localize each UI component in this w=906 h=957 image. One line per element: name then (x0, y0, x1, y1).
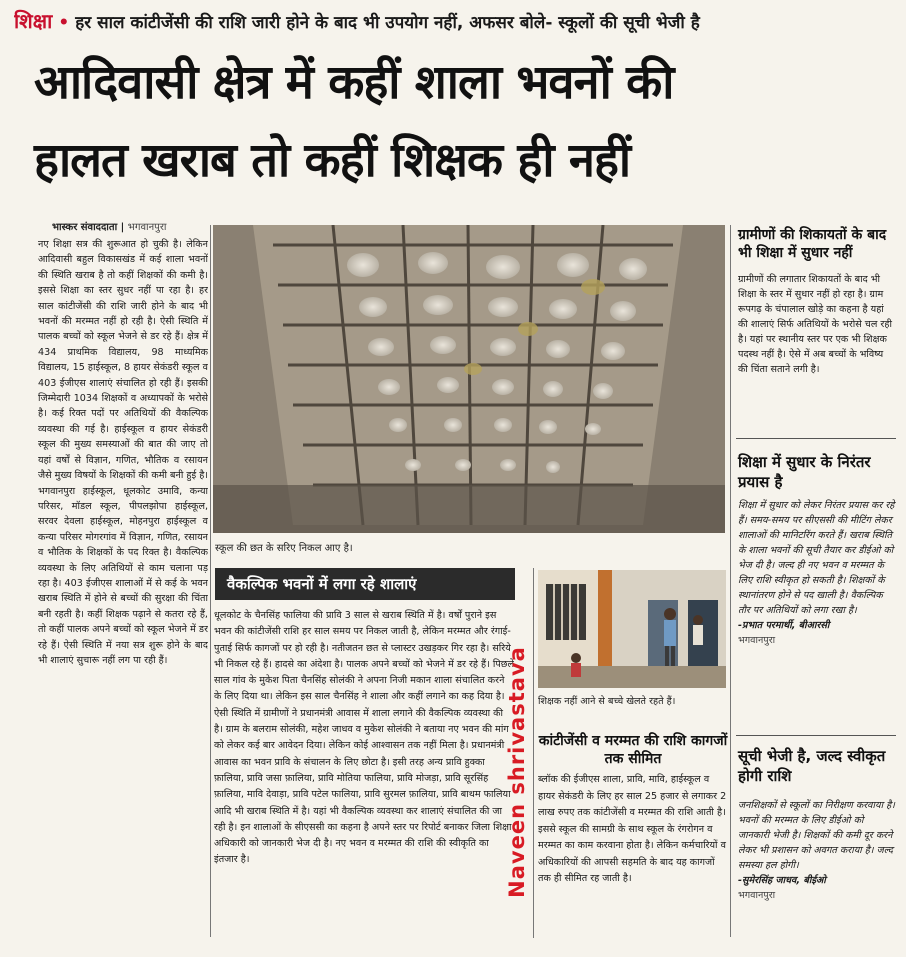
right-section1-text: ग्रामीणों की लगातार शिकायतों के बाद भी शिक्षा के स्तर में सुधार नहीं हो रहा है। ग्राम रूपगढ़ के चंपालाल खोड़े का कहना है यहां की शालाएं सिर्फ अतिथियों के भरोसे चल रही है। यहां पर स्थानीय स्तर पर एक भी शिक्षक पदस्थ नहीं है। ऐसे में अब बच्चों के भविष्य की चिंता सताने लगी है। (738, 274, 892, 375)
headline-line-1: आदिवासी क्षेत्र में कहीं शाला भवनों की (34, 55, 674, 110)
right-section3-location: भगवानपुरा (738, 890, 776, 901)
column-divider (533, 568, 534, 938)
byline-location: भगवानपुरा (127, 222, 167, 233)
section-tag: शिक्षा (14, 9, 53, 33)
right-section3-signature: -सुमेरसिंह जाधव, बीईओ (738, 875, 826, 886)
school-children-image (538, 570, 726, 688)
byline: भास्कर संवाददाता | भगवानपुरा (52, 222, 167, 233)
right-section1-heading: ग्रामीणों की शिकायतों के बाद भी शिक्षा में सुधार नहीं (738, 227, 887, 261)
children-photo-caption: शिक्षक नहीं आने से बच्चे खेलते रहते हैं। (538, 696, 676, 707)
right-section2-location: भगवानपुरा (738, 635, 776, 646)
contingency-text: ब्लॉक की ईजीएस शाला, प्रावि, मावि, हाईस्कूल व हायर सेकंडरी के लिए हर साल 25 हजार से लगाकर 2 लाख रुपए तक कांटीजेंसी व मरम्मत की राशि आती है। इससे स्कूल की सामग्री के साथ स्कूल के रंगरोगन व मरम्मत का काम करवाना होता है। लेकिन कर्मचारियों व अधिकारियों की आपसी सहमति के बाद यह कागजों तक ही सीमित रह जाती है। (538, 774, 727, 884)
right-section3-text (738, 798, 896, 938)
damaged-ceiling-image (213, 225, 725, 533)
section-rule (736, 735, 896, 736)
watermark-text: Naveen shrivastava (505, 646, 529, 898)
main-photo-caption: स्कूल की छत के सरिए निकल आए है। (215, 543, 353, 554)
right-section2-signature: -प्रभात परमार्थी, बीआरसी (738, 620, 830, 631)
bullet-icon: • (58, 13, 70, 33)
main-photo (213, 225, 725, 533)
column-divider (730, 225, 731, 937)
kicker-text: हर साल कांटीजेंसी की राशि जारी होने के बाद भी उपयोग नहीं, अफसर बोले- स्कूलों की सूची भेजी है (75, 13, 700, 33)
headline-line-2: हालत खराब तो कहीं शिक्षक ही नहीं (34, 133, 631, 188)
column-divider (210, 225, 211, 937)
right-section3-body: जनशिक्षकों से स्कूलों का निरीक्षण करवाया है। भवनों की मरम्मत के लिए डीईओ को जानकारी भेजी है। शिक्षकों की कमी दूर करने लेकर भी प्रशासन को अवगत कराया है। जल्द समस्या हल होगी। (738, 800, 895, 871)
byline-source: भास्कर संवाददाता (52, 222, 118, 233)
right-section2-body: शिक्षा में सुधार को लेकर निरंतर प्रयास कर रहे हैं। समय-समय पर सीएससी की मीटिंग लेकर शालाओं की मानिटरिंग करते हैं। खराब स्थिति के शाला भवनों की सूची तैयार कर डीईओ को भेज दी है। जल्द ही नए भवन व मरम्मत के लिए राशि स्वीकृत हो सकती है। शिक्षकों के स्थानांतरण होने से पद खाली है। वैकल्पिक तौर पर अतिथियों को लगा रखा है। (738, 500, 895, 616)
middle-section-text: धूलकोट के चैनसिंह फालिया की प्रावि 3 साल से खराब स्थिति में है। वर्षों पुराने इस भवन की कांटीजेंसी राशि हर साल समय पर निकल जाती है, लेकिन मरम्मत और रंगाई-पुताई सिर्फ कागजों पर हो रही है। नतीजतन छत से प्लास्टर उखड़कर गिर रहा है। सरिये भी निकल रहे हैं। हादसे का अंदेशा है। पालक अपने बच्चों को भेजने में डर रहे हैं। पिछले साल गांव के मुकेश पिता चैनसिंह सोलंकी ने अपना निजी मकान शाला संचालित करने के लिए दिया था। लेकिन इस साल चैनसिंह ने शाला और कहीं लगाने का कह दिया है। ऐसी स्थिति में ग्रामीणों ने प्रधानमंत्री आवास में शाला लगाने की वैकल्पिक व्यवस्था की है। ग्राम के बलराम सोलंकी, महेश जाधव व मुकेश सोलंकी ने बताया नए भवन की मांग को लेकर कई बार आवेदन दिया। लेकिन कोई आश्वासन तक नहीं मिला है। प्रधानमंत्री आवास का भवन प्रावि के संचालन के लिए छोटा है। इसी तरह अन्य प्रावि हुक्का फ़ालिया, प्रावि जसा फ़ालिया, प्रावि मोतिया फालिया, प्रावि मोजड़ा, प्रावि सूरसिंह फ़ालिया, मावि देवाड़ा, प्रावि पटेल फालिया, प्रावि सुरमल फ़ालिया, प्रावि बाथम फालिया आदि भी खराब स्थिति में है। यहां भी वैकल्पिक व्यवस्था कर शालाएं संचालित की जा रही है। इन शालाओं के सीएससी का कहना है अपने स्तर पर रिपोर्ट बनाकर जिला शिक्षा अधिकारी को जानकारी भेज दी है। नए भवन व मरम्मत की राशि की स्वीकृति का इंतजार है। (214, 610, 514, 866)
section-rule (736, 438, 896, 439)
right-section2-heading: शिक्षा में सुधार के निरंतर प्रयास है (738, 453, 871, 491)
contingency-heading: कांटीजेंसी व मरम्मत की राशि कागजों तक सीमित (538, 733, 728, 767)
headline (34, 44, 884, 200)
middle-section-heading: वैकल्पिक भवनों में लगा रहे शालाएं (215, 568, 515, 600)
children-photo (538, 570, 726, 688)
left-column-article: नए शिक्षा सत्र की शुरूआत हो चुकी है। लेकिन आदिवासी बहुल विकासखंड में कई शाला भवनों की स्थिति खराब है तो कहीं शिक्षकों की कमी है। इससे शिक्षा का स्तर सुधर नहीं पा रहा है। हर साल कांटीजेंसी की राशि जारी होने के बाद भी भवनों की मरम्मत नहीं हो रही है। ऐसी स्थिति में पालक बच्चों को स्कूल भेजने से डर रहे हैं। क्षेत्र में 434 प्राथमिक विद्यालय, 98 माध्यमिक विद्यालय, 15 हाईस्कूल, 8 हायर सेकंडरी स्कूल व 403 ईजीएस शालाएं संचालित हो रही हैं। इसकी जिम्मेदारी 1034 शिक्षकों व अध्यापकों के भरोसे है। कई रिक्त पदों पर अतिथियों की वैकल्पिक व्यवस्था की गई है। हाईस्कूल व हायर सेकंडरी स्कूल की मुख्य समस्याओं की बात की जाए तो यहां वर्षों से विज्ञान, गणित, भौतिक व रसायन जैसे मुख्य विषयों के शिक्षकों की कमी बनी हुई है। भगवानपुरा हाईस्कूल, धूलकोट उमावि, कन्या परिसर, मॉडल स्कूल, पीपलझोपा हाईस्कूल, सरवर देवला हाईस्कूल, मोहनपुरा हाईस्कूल व कन्या परिसर मोगरगांव में विज्ञान, गणित, रसायन व भौतिक के शिक्षकों के पद रिक्त है। वैकल्पिक व्यवस्था के लिए अतिथियों से काम चलाना पड़ रहा है। 403 ईजीएस शालाओं में से कई के भवन खराब स्थिति में होने से बच्चों की सुरक्षा की चिंता बनी रहती है। कहीं शिक्षक पढ़ाने से कतरा रहे हैं, तो कहीं पालक अपने बच्चों को स्कूल भेजने में डर रहे हैं। ऐसी स्थिति में नया सत्र शुरू होने के बाद भी शालाएं सुचारू नहीं लग पा रही हैं। (38, 239, 208, 666)
watermark (495, 620, 535, 930)
right-section3-heading: सूची भेजी है, जल्द स्वीकृत होगी राशि (738, 747, 886, 785)
right-section2-text (738, 498, 896, 728)
kicker-line (14, 6, 894, 36)
